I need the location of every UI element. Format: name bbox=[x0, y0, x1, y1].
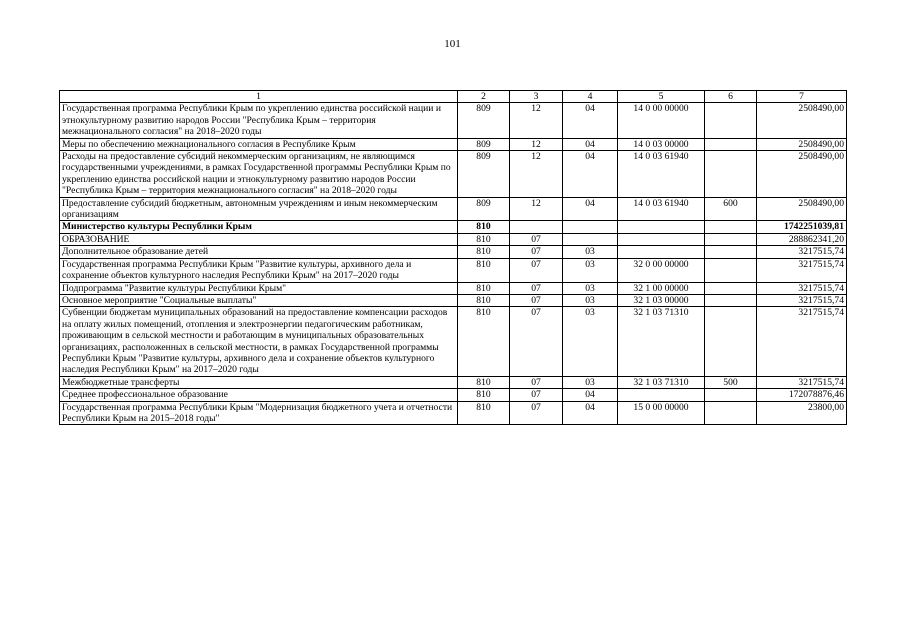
table-row bbox=[60, 138, 847, 150]
row-expense-type bbox=[705, 151, 757, 198]
row-expense-type bbox=[705, 221, 757, 233]
row-subsection-code: 04 bbox=[563, 389, 618, 401]
row-amount: 3217515,74 bbox=[757, 246, 847, 258]
row-amount: 172078876,46 bbox=[757, 389, 847, 401]
row-grbs-code: 810 bbox=[458, 246, 510, 258]
row-expense-type bbox=[705, 401, 757, 425]
row-subsection-code: 03 bbox=[563, 294, 618, 306]
column-header: 6 bbox=[705, 91, 757, 103]
row-section-code: 07 bbox=[510, 294, 563, 306]
row-name: Дополнительное образование детей bbox=[60, 246, 458, 258]
row-section-code: 12 bbox=[510, 138, 563, 150]
row-target-article: 32 1 03 00000 bbox=[618, 294, 705, 306]
column-header: 4 bbox=[563, 91, 618, 103]
row-name: Предоставление субсидий бюджетным, автономным учреждениям и иным некоммерческим организациям bbox=[60, 197, 458, 221]
table-row bbox=[60, 233, 847, 245]
row-subsection-code: 04 bbox=[563, 138, 618, 150]
row-subsection-code: 03 bbox=[563, 258, 618, 282]
row-grbs-code: 809 bbox=[458, 103, 510, 138]
row-target-article bbox=[618, 389, 705, 401]
table-row bbox=[60, 151, 847, 198]
budget-table bbox=[59, 90, 847, 425]
row-grbs-code: 809 bbox=[458, 138, 510, 150]
row-name: Субвенции бюджетам муниципальных образований на предоставление компенсации расходов на оплату жилых помещений, отопления и электроэнергии педагогическим работникам, проживающим в сельской местности и работающим в муниципальных образовательных организациях, расположенных в сельской местности, в рамках Государственной программы Республики Крым "Развитие культуры, архивного дела и сохранение объектов культурного наследия Республики Крым" на 2017–2020 годы bbox=[60, 307, 458, 376]
column-header: 1 bbox=[60, 91, 458, 103]
row-amount: 3217515,74 bbox=[757, 282, 847, 294]
row-subsection-code bbox=[563, 221, 618, 233]
row-target-article: 32 0 00 00000 bbox=[618, 258, 705, 282]
row-section-code: 12 bbox=[510, 151, 563, 198]
row-expense-type bbox=[705, 138, 757, 150]
row-amount: 288862341,20 bbox=[757, 233, 847, 245]
row-target-article bbox=[618, 246, 705, 258]
row-name: Государственная программа Республики Крым "Развитие культуры, архивного дела и сохранение объектов культурного наследия Республики Крым" на 2017–2020 годы bbox=[60, 258, 458, 282]
row-section-code: 07 bbox=[510, 401, 563, 425]
page-number: 101 bbox=[444, 38, 461, 50]
row-subsection-code: 04 bbox=[563, 151, 618, 198]
row-target-article bbox=[618, 221, 705, 233]
row-section-code: 07 bbox=[510, 376, 563, 388]
row-target-article: 14 0 03 00000 bbox=[618, 138, 705, 150]
row-expense-type: 600 bbox=[705, 197, 757, 221]
row-amount: 2508490,00 bbox=[757, 103, 847, 138]
row-amount: 2508490,00 bbox=[757, 197, 847, 221]
row-section-code: 07 bbox=[510, 258, 563, 282]
row-grbs-code: 810 bbox=[458, 221, 510, 233]
row-amount: 2508490,00 bbox=[757, 138, 847, 150]
row-section-code: 07 bbox=[510, 246, 563, 258]
table-row bbox=[60, 401, 847, 425]
row-grbs-code: 810 bbox=[458, 258, 510, 282]
row-target-article: 32 1 00 00000 bbox=[618, 282, 705, 294]
row-expense-type bbox=[705, 233, 757, 245]
row-target-article: 14 0 00 00000 bbox=[618, 103, 705, 138]
row-subsection-code: 03 bbox=[563, 376, 618, 388]
row-section-code bbox=[510, 221, 563, 233]
row-target-article: 14 0 03 61940 bbox=[618, 151, 705, 198]
row-subsection-code: 04 bbox=[563, 401, 618, 425]
row-section-code: 07 bbox=[510, 389, 563, 401]
row-grbs-code: 810 bbox=[458, 282, 510, 294]
row-grbs-code: 810 bbox=[458, 294, 510, 306]
row-grbs-code: 810 bbox=[458, 233, 510, 245]
column-header: 5 bbox=[618, 91, 705, 103]
table-row bbox=[60, 389, 847, 401]
row-name: Подпрограмма "Развитие культуры Республики Крым" bbox=[60, 282, 458, 294]
table-row bbox=[60, 197, 847, 221]
row-target-article: 15 0 00 00000 bbox=[618, 401, 705, 425]
row-name: ОБРАЗОВАНИЕ bbox=[60, 233, 458, 245]
row-expense-type bbox=[705, 307, 757, 376]
row-section-code: 07 bbox=[510, 233, 563, 245]
row-grbs-code: 809 bbox=[458, 197, 510, 221]
row-amount: 2508490,00 bbox=[757, 151, 847, 198]
row-amount: 3217515,74 bbox=[757, 376, 847, 388]
row-subsection-code bbox=[563, 233, 618, 245]
table-row bbox=[60, 258, 847, 282]
row-target-article bbox=[618, 233, 705, 245]
table-row bbox=[60, 221, 847, 233]
row-expense-type: 500 bbox=[705, 376, 757, 388]
row-expense-type bbox=[705, 103, 757, 138]
row-expense-type bbox=[705, 389, 757, 401]
row-amount: 3217515,74 bbox=[757, 307, 847, 376]
column-header: 7 bbox=[757, 91, 847, 103]
row-subsection-code: 03 bbox=[563, 246, 618, 258]
row-section-code: 12 bbox=[510, 103, 563, 138]
row-grbs-code: 810 bbox=[458, 307, 510, 376]
row-subsection-code: 04 bbox=[563, 197, 618, 221]
row-grbs-code: 809 bbox=[458, 151, 510, 198]
row-target-article: 14 0 03 61940 bbox=[618, 197, 705, 221]
row-name: Основное мероприятие "Социальные выплаты" bbox=[60, 294, 458, 306]
row-name: Меры по обеспечению межнационального согласия в Республике Крым bbox=[60, 138, 458, 150]
column-header: 2 bbox=[458, 91, 510, 103]
table-row bbox=[60, 376, 847, 388]
row-name: Межбюджетные трансферты bbox=[60, 376, 458, 388]
row-subsection-code: 04 bbox=[563, 103, 618, 138]
row-amount: 3217515,74 bbox=[757, 258, 847, 282]
row-name: Государственная программа Республики Крым "Модернизация бюджетного учета и отчетности Республики Крым на 2015–2018 годы" bbox=[60, 401, 458, 425]
row-amount: 23800,00 bbox=[757, 401, 847, 425]
row-expense-type bbox=[705, 258, 757, 282]
row-grbs-code: 810 bbox=[458, 401, 510, 425]
header-row bbox=[60, 91, 847, 103]
row-target-article: 32 1 03 71310 bbox=[618, 376, 705, 388]
row-name: Государственная программа Республики Крым по укреплению единства российской нации и этнокультурному развитию народов России "Республика Крым – территория межнационального согласия" на 2018–2020 годы bbox=[60, 103, 458, 138]
column-header: 3 bbox=[510, 91, 563, 103]
row-expense-type bbox=[705, 282, 757, 294]
row-target-article: 32 1 03 71310 bbox=[618, 307, 705, 376]
row-grbs-code: 810 bbox=[458, 376, 510, 388]
row-amount: 3217515,74 bbox=[757, 294, 847, 306]
table-row bbox=[60, 103, 847, 138]
row-section-code: 07 bbox=[510, 282, 563, 294]
row-name: Среднее профессиональное образование bbox=[60, 389, 458, 401]
row-amount: 1742251039,81 bbox=[757, 221, 847, 233]
row-section-code: 12 bbox=[510, 197, 563, 221]
table-row bbox=[60, 307, 847, 376]
row-name: Расходы на предоставление субсидий некоммерческим организациям, не являющимся государственными учреждениями, в рамках Государственной программы Республики Крым по укреплению единства российской нации и этнокультурному развитию народов России "Республика Крым – территория межнационального согласия" на 2018–2020 годы bbox=[60, 151, 458, 198]
row-section-code: 07 bbox=[510, 307, 563, 376]
table-row bbox=[60, 282, 847, 294]
row-subsection-code: 03 bbox=[563, 282, 618, 294]
table-row bbox=[60, 294, 847, 306]
row-subsection-code: 03 bbox=[563, 307, 618, 376]
row-grbs-code: 810 bbox=[458, 389, 510, 401]
row-expense-type bbox=[705, 294, 757, 306]
row-expense-type bbox=[705, 246, 757, 258]
table-row bbox=[60, 246, 847, 258]
row-name: Министерство культуры Республики Крым bbox=[60, 221, 458, 233]
